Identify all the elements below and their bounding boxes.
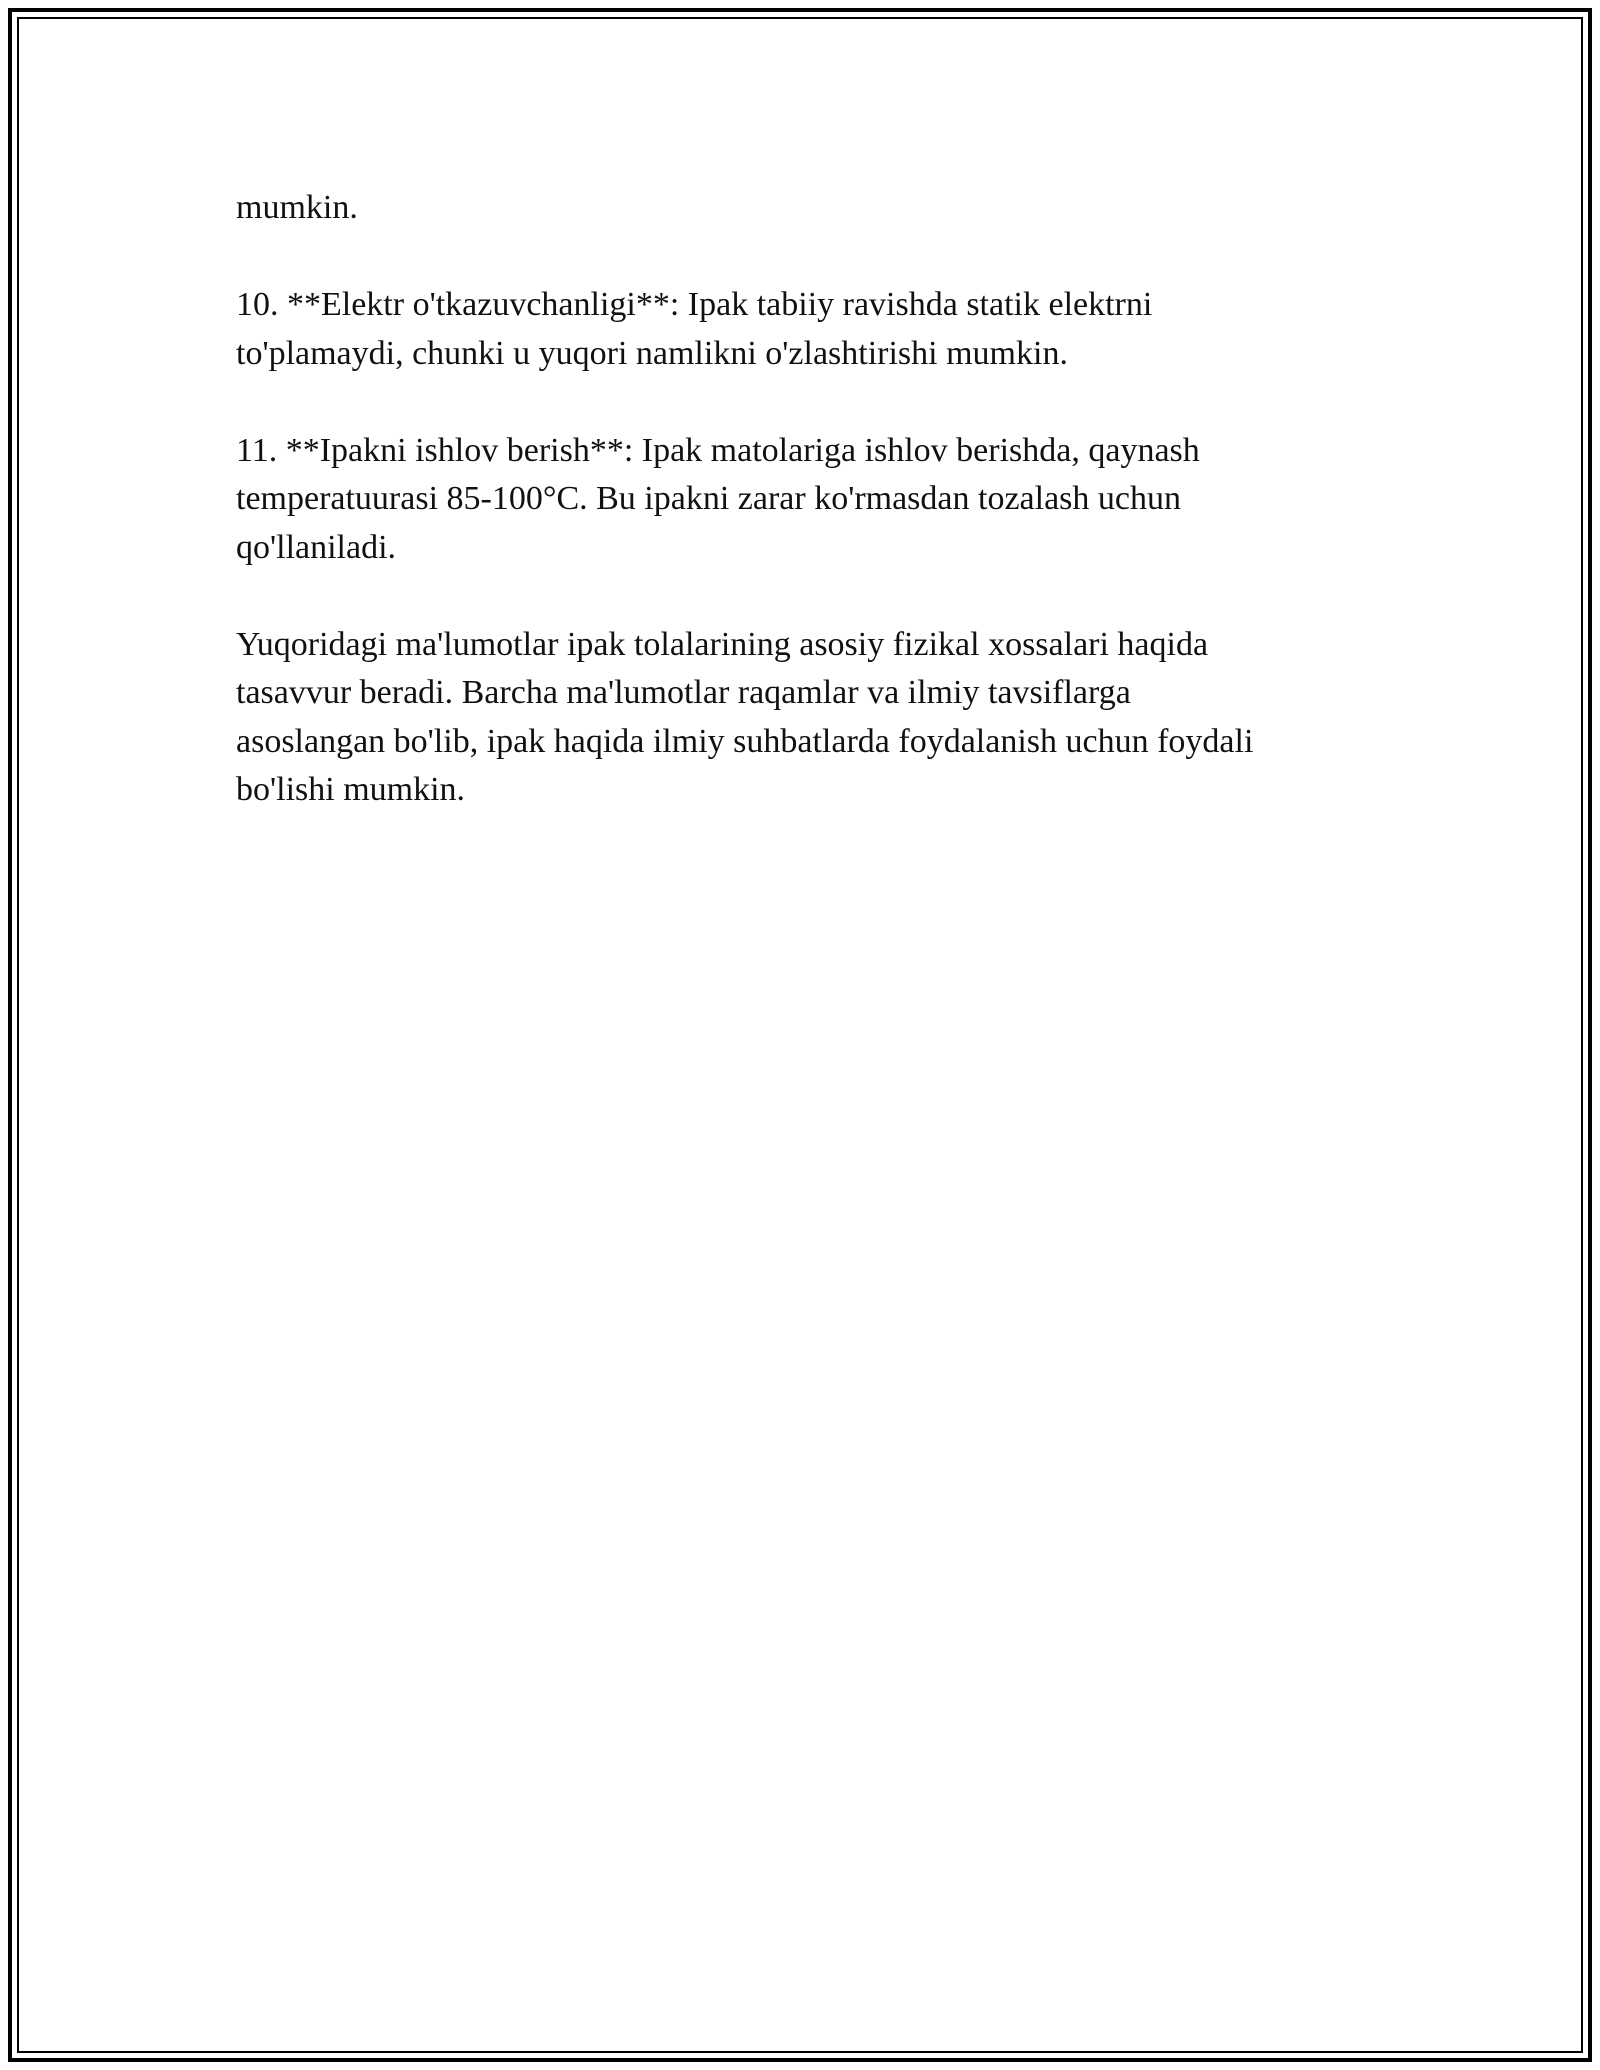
paragraph-conclusion: Yuqoridagi ma'lumotlar ipak tolalarining asosiy fizikal xossalari haqida tasavvur beradi. Barcha ma'lumotlar raqamlar va ilmiy tavsiflarga asoslangan bo'lib, ipak haqida ilmiy suhbatlarda foydalanish uchun foydali bo'lishi mumkin. <box>236 625 1254 808</box>
paragraph-continuation: mumkin. <box>236 189 358 226</box>
document-body <box>236 184 1386 863</box>
paragraph-silk-processing: 11. **Ipakni ishlov berish**: Ipak matolariga ishlov berishda, qaynash temperatuurasi 85-100°C. Bu ipakni zarar ko'rmasdan tozalash uchun qo'llaniladi. <box>236 431 1200 566</box>
paragraph-electrical-conductivity: 10. **Elektr o'tkazuvchanligi**: Ipak tabiiy ravishda statik elektrni to'plamaydi, chunki u yuqori namlikni o'zlashtirishi mumkin. <box>236 286 1153 372</box>
